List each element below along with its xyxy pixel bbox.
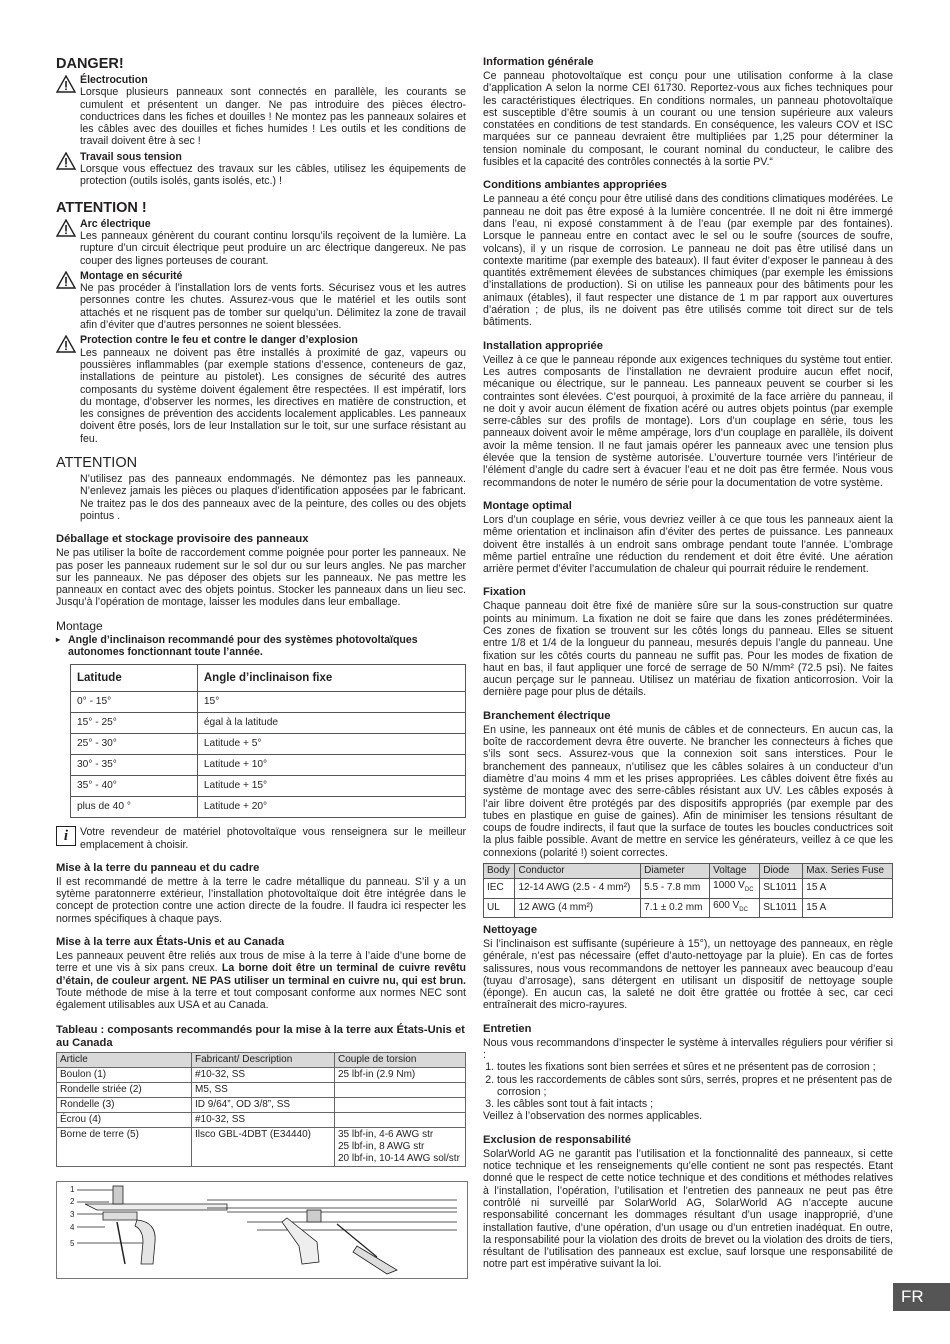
optimal-mounting-text: Lors d’un couplage en série, vous devriez veiller à ce que tous les panneaux aient la même orientation et inclinaison afin d’éviter des pertes de puissance. Les panneaux doivent être installés à un endroit sans ombrage pendant toute l’année. L’ombrage même partiel entraîne une réduction du rendement et doit être évité. Une aération arrière permet d’éviter l’accumulation de chaleur qui pourrait réduire le rendement. [483, 513, 893, 576]
table-cell: Rondelle striée (2) [57, 1082, 192, 1097]
table-row [484, 898, 893, 917]
table-cell: #10-32, SS [192, 1067, 335, 1082]
table-cell: 7.1 ± 0.2 mm [641, 898, 710, 917]
components-table [56, 1052, 466, 1167]
grounding-usa-heading: Mise à la terre aux États-Unis et au Canada [56, 936, 285, 949]
table-header: Voltage [710, 864, 760, 879]
cable-spec-table [483, 863, 893, 918]
info-note [56, 826, 466, 851]
warning-safe-mounting [56, 270, 466, 331]
maintenance-heading: Entretien [483, 1022, 532, 1035]
table-header: Couple de torsion [335, 1052, 466, 1067]
unpacking-text: Ne pas utiliser la boîte de raccordement comme poignée pour porter les panneaux. Ne pas poser les panneaux rudement sur le sol dur ou sur leurs angles. Ne pas marcher sur les panneaux. Ne pas déposer des objets sur les panneaux. Ne pas mettre les panneaux en contact avec des objets pointus. Stocker les panneaux dans un lieu sec. Jusqu’à l’opération de montage, laisser les modules dans leur emballage. [56, 547, 466, 609]
figure-label: 2 [70, 1196, 75, 1206]
table-header: Diameter [641, 864, 710, 879]
list-item: 1. toutes les fixations sont bien serrées et sûres et ne présentent pas de corrosion ; [497, 1061, 893, 1073]
table-header: Max. Series Fuse [803, 864, 893, 879]
danger-heading: DANGER! [56, 56, 124, 72]
grounding-heading: Mise à la terre du panneau et du cadre [56, 861, 260, 874]
table-row [71, 755, 466, 776]
warning-live-work [56, 151, 466, 188]
table-header: Article [57, 1052, 192, 1067]
tilt-angle-table [70, 664, 466, 818]
warning-title: Travail sous tension [80, 150, 182, 163]
table-header: Body [484, 864, 515, 879]
table-header: Diode [760, 864, 803, 879]
mounting-heading: Montage [56, 618, 103, 633]
table-cell: 5.5 - 7.8 mm [641, 879, 710, 898]
warning-triangle-icon [56, 75, 76, 93]
table-cell: Rondelle (3) [57, 1097, 192, 1112]
table-cell: Latitude + 20° [197, 797, 465, 818]
table-row [71, 797, 466, 818]
unpacking-heading: Déballage et stockage provisoire des panneaux [56, 533, 309, 546]
right-column [483, 56, 893, 1271]
table-row [57, 1112, 466, 1127]
warning-triangle-icon [56, 152, 76, 170]
table-cell: 30° - 35° [71, 755, 198, 776]
fixation-heading: Fixation [483, 586, 526, 599]
table-cell: 12-14 AWG (2.5 - 4 mm²) [515, 879, 641, 898]
list-item: 3. les câbles sont tout à fait intacts ; [497, 1098, 893, 1110]
table-row [71, 692, 466, 713]
installation-text: Veillez à ce que le panneau réponde aux exigences techniques du système tout entier. Les autres composants de l’installation ne devraient produire aucun effet nocif, mécanique ou électrique, sur le panneau. Les panneaux peuvent se courber si les contraintes sont élevées. C’est pourquoi, à proximité de la face arrière du panneau, il ne doit y avoir aucun élément de fixation acéré ou autres objets pointus (par exemple serre-câbles sur des profils de montage). Lors d’un couplage en série, tous les panneaux doivent avoir le même ampérage, lors d’un couplage en parallèle, ils doivent avoir la même tension. Il ne faut jamais opérer les panneaux avec une tension plus élevée que la tension de système autorisée. L’ouverture tournée vers l’intérieur de l’élément d’angle du cadre sert à évacuer l’eau et ne doit pas être fermée. Nous vous recommandons de noter le numéro de série pour la documentation de votre système. [483, 353, 893, 489]
table-cell: Écrou (4) [57, 1112, 192, 1127]
tilt-recommendation: ▸ Angle d’inclinaison recommandé pour des systèmes photovoltaïques autonomes fonctionnant toute l’année. [56, 634, 466, 659]
fixation-text: Chaque panneau doit être fixé de manière sûre sur la sous-construction sur quatre points au minimum. La fixation ne doit se faire que dans les zones prédéterminées. Ces zones de fixation se trouvent sur les côtés longs du panneau. Elles se situent entre 1/8 et 1/4 de la longueur du panneau, mesurés depuis l’angle du panneau. Une fixation sur les côtés courts du panneau ne suffit pas. Pour les modes de fixation de haut en bas, il faut appliquer une forcé de serrage de 50 N/mm² (72.5 psi). Ne faites aucun perçage sur le panneau. Utilisez un matériau de fixation anticorrosion. Voir la dernière page pour plus de détails. [483, 600, 893, 699]
table-cell: Ilsco GBL-4DBT (E34440) [192, 1127, 335, 1166]
grounding-text: Il est recommandé de mettre à la terre le cadre métallique du panneau. S’il y a un sytème paratonnerre extérieur, l’installation photovoltaïque doit être intégrée dans le concept de protection contre une action directe de la foudre. Il faudra ici respecter les normes spécifiques à chaque pays. [56, 875, 466, 925]
grounding-usa-text [56, 950, 466, 1011]
grounding-usa-text-bold: La borne doit être un terminal de cuivre revêtu d’étain, de couleur argent. NE PAS utiliser un terminal en cuivre nu, qui est brun. [56, 962, 466, 987]
ambient-conditions-text: Le panneau a été conçu pour être utilisé dans des conditions climatiques modérées. Le panneau ne doit pas être exposé à la lumière concentrée. Il ne doit ni être immergé dans l’eau, ni exposé constamment à de l’eau (par exemple par des fontaines). Lorsque le panneau entre en contact avec le sel ou le soufre (sources de soufre, volcans), il y un risque de corrosion. Le panneau ne doit pas être utilisé dans un contexte maritime (par exemple des bateaux). Il faut éviter d’exposer le panneau à des quantités extrêmement élevées de substances chimiques (par exemple les émissions d’installations de production). Si on utilise les panneaux pour des bâtiments pour les animaux (étables), il faut respecter une distance de 1 m par rapport aux ouvertures d’aération ; de plus, ils ne doivent pas être utilisés comme toit direct sur de tels bâtiments. [483, 193, 893, 329]
installation-heading: Installation appropriée [483, 339, 603, 352]
voltage-value: 1000 V [713, 880, 745, 892]
table-cell: UL [484, 898, 515, 917]
voltage-subscript: DC [744, 887, 754, 894]
table-row [71, 713, 466, 734]
table-cell: Borne de terre (5) [57, 1127, 192, 1166]
table-cell [335, 1082, 466, 1097]
attention-text: N’utilisez pas des panneaux endommagés. Ne démontez pas les panneaux. N’enlevez jamais les pièces ou plaques d’identification apposées par le fabricant. Ne traitez pas le dos des panneaux avec de la peinture, des colles ou des objets pointus . [80, 473, 466, 522]
table-header: Latitude [71, 665, 198, 692]
list-item: 2. tous les raccordements de câbles sont sûrs, serrés, propres et ne présentent pas de corrosion ; [497, 1074, 893, 1099]
table-row [57, 1067, 466, 1082]
table-cell: Boulon (1) [57, 1067, 192, 1082]
table-row [71, 776, 466, 797]
ambient-conditions-heading: Conditions ambiantes appropriées [483, 179, 668, 192]
table-cell: plus de 40 ° [71, 797, 198, 818]
table-header-row [484, 864, 893, 879]
warning-text: Lorsque vous effectuez des travaux sur les câbles, utilisez les équipements de protection (outils isolés, gants isolés, etc.) ! [80, 163, 466, 188]
table-cell [710, 879, 760, 898]
general-info-heading: Information générale [483, 56, 594, 68]
figure-label: 4 [70, 1222, 75, 1232]
warning-triangle-icon [56, 335, 76, 353]
grounding-diagram [57, 1182, 467, 1278]
grounding-usa-text-c: Toute méthode de mise à la terre et tout composant conforme aux normes NEC sont également utilisables aux USA et au Canada. [56, 986, 466, 1012]
table-cell: 25 lbf-in (2.9 Nm) [335, 1067, 466, 1082]
table-cell: 35° - 40° [71, 776, 198, 797]
info-text: Votre revendeur de matériel photovoltaïque vous renseignera sur le meilleur emplacement à choisir. [80, 826, 466, 851]
table-cell: SL1011 [760, 879, 803, 898]
warning-text: Les panneaux ne doivent pas être installés à proximité de gaz, vapeurs ou poussières inflammables (par exemple stations d’essence, conteneurs de gaz, installations de peinture au pistolet). Les consignes de sécurité des autres composants du système doivent également être respectées. Il est impératif, lors du montage, d’observer les normes, les directives en matière de construction, et les consignes de prévention des accidents localement applicables. Les panneaux doivent être posés, lors de leur Installation sur le toit, sur une surface résistant au feu. [80, 346, 466, 445]
attention-plain-heading: ATTENTION [56, 455, 138, 472]
table-cell [335, 1112, 466, 1127]
table-cell: M5, SS [192, 1082, 335, 1097]
table-cell: 15 A [803, 898, 893, 917]
warning-triangle-icon [56, 271, 76, 289]
figure-label: 5 [70, 1238, 75, 1248]
warning-title: Montage en sécurité [80, 269, 183, 282]
grounding-figure [56, 1181, 468, 1279]
maintenance-outro: Veillez à l’observation des normes applicables. [483, 1110, 703, 1123]
warning-arc [56, 218, 466, 267]
table-cell: #10-32, SS [192, 1112, 335, 1127]
disclaimer-text: SolarWorld AG ne garantit pas l’utilisation et la fonctionnalité des panneaux, si cette notice technique et les renseignements qu’elle contient ne sont pas respectés. Etant donné que le respect de cette notice technique et des conditions et méthodes relatives à l’installation, l’opération, l’utilisation et l’entretien des panneaux ne peut pas être contrôlé ni surveillé par SolarWorld AG, SolarWorld AG n’accepte aucune responsabilité concernant les dommages résultant d’un usage inapproprié, d’une installation fautive, d’une opération, d’un usage ou d’un entretien inadéquat. En outre, la responsabilité pour la violation des droits de brevet ou la violation des droits de tiers, résultant de l’utilisation des panneaux est exclue, sauf lorsque une responsabilité de notre part est impérative suivant la loi. [483, 1147, 893, 1271]
table-cell: ID 9/64”, OD 3/8”, SS [192, 1097, 335, 1112]
warning-title: Protection contre le feu et contre le danger d’explosion [80, 334, 358, 347]
cleaning-heading: Nettoyage [483, 923, 538, 936]
maintenance-list [483, 1061, 893, 1110]
table-row [57, 1082, 466, 1097]
info-icon: i [56, 826, 76, 846]
voltage-subscript: DC [739, 906, 748, 913]
optimal-mounting-heading: Montage optimal [483, 499, 572, 512]
table-cell: 35 lbf-in, 4-6 AWG str 25 lbf-in, 8 AWG str 20 lbf-in, 10-14 AWG sol/str [335, 1127, 466, 1166]
grounding-usa-text-a: Les panneaux peuvent être reliés aux trous de mise à la terre à l’aide d’une borne de terre et une vis à six pans creux. [56, 950, 466, 975]
table-cell [335, 1097, 466, 1112]
table-cell: 0° - 15° [71, 692, 198, 713]
warning-title: Électrocution [80, 74, 148, 86]
electrical-connection-heading: Branchement électrique [483, 709, 611, 722]
components-heading: Tableau : composants recommandés pour la mise à la terre aux États-Unis et au Canada [56, 1023, 465, 1049]
table-cell: 15° - 25° [71, 713, 198, 734]
table-cell: 15° [197, 692, 465, 713]
table-cell: 25° - 30° [71, 734, 198, 755]
table-cell: IEC [484, 879, 515, 898]
voltage-value: 600 V [713, 899, 740, 911]
table-cell: égal à la latitude [197, 713, 465, 734]
table-header-row [57, 1052, 466, 1067]
table-cell: 15 A [803, 879, 893, 898]
electrical-connection-text: En usine, les panneaux ont été munis de câbles et de connecteurs. En aucun cas, la boîte de raccordement devra être ouverte. Ne brancher les connecteurs à fiches que s’ils sont secs. Assurez-vous que la connexion soit sans interstices. Pour le branchement des panneaux, n’utilisez que les câbles solaires à un conducteur d’un diamètre d’au moins 4 mm et les prises appropriées. Les câbles doivent être fixés au système de montage avec des serre-câbles résistant aux UV. Les câbles exposés à l’air libre doivent être protégés par des dispositifs appropriés (par exemple par des tubes en plastique en guise de gaines). Afin de minimiser les tensions résultant de coups de foudre indirects, il faut que la surface de toutes les boucles conductrices soit la plus faible possible. Avant de mettre en service les générateurs, veillez à ce que les connexions (polarité !) soient correctes. [483, 723, 893, 859]
general-info-text: Ce panneau photovoltaïque est conçu pour une utilisation conforme à la clase d’application A selon la norme CEI 61730. Reportez-vous aux fiches techniques pour les caractéristiques électriques. En conditions normales, un panneau photovoltaïque est susceptible d’être soumis à un courant ou une tension supérieure aux valeurs constatées en conditions de test standards. En conséquence, les valeurs COV et ISC marquées sur ce panneau devraient être multipliées par 1,25 pour déterminer la tension nominale du composant, le courant nominal du conducteur, le calibre des fusibles et la capacité des contrôles connectés à la sortie PV.“ [483, 70, 893, 169]
cleaning-text: Si l’inclinaison est suffisante (supérieure à 15°), un nettoyage des panneaux, en règle générale, n’est pas nécessaire (effet d’auto-nettoyage par la pluie). En cas de fortes salissures, nous vous recommandons de nettoyer les panneaux avec beaucoup d’eau (tuyau d’arrosage), sans détergent en utilisant un dispositif de nettoyage souple (éponge). En aucun cas, la saleté ne doit être grattée ou frottée à sec, car ceci entraînerait des micro-rayures. [483, 937, 893, 1012]
table-cell: 12 AWG (4 mm²) [515, 898, 641, 917]
disclaimer-heading: Exclusion de responsabilité [483, 1133, 631, 1146]
figure-label: 1 [70, 1184, 75, 1194]
left-column [56, 56, 466, 1279]
table-cell: Latitude + 10° [197, 755, 465, 776]
warning-fire [56, 334, 466, 445]
warning-text: Lorsque plusieurs panneaux sont connectés en parallèle, les courants se cumulent et présentent un danger. Ne pas introduire des pièces électro-conductrices dans les fiches et douilles ! Ne montez pas les panneaux solaires et les câbles avec des douilles et fiches humides ! Les outils et les conditions de travail doivent être à sec ! [80, 86, 466, 148]
warning-title: Arc électrique [80, 217, 151, 230]
maintenance-intro: Nous vous recommandons d’inspecter le système à intervalles réguliers pour vérifier si : [483, 1036, 893, 1061]
language-tab: FR [893, 1283, 950, 1311]
warning-electrocution [56, 74, 466, 148]
table-header: Fabricant/ Description [192, 1052, 335, 1067]
table-cell: Latitude + 15° [197, 776, 465, 797]
table-row [57, 1097, 466, 1112]
table-cell: Latitude + 5° [197, 734, 465, 755]
table-row [71, 734, 466, 755]
table-header: Conductor [515, 864, 641, 879]
attention-heading: ATTENTION ! [56, 199, 147, 216]
warning-triangle-icon [56, 219, 76, 237]
warning-text: Les panneaux génèrent du courant continu lorsqu’ils reçoivent de la lumière. La rupture d’un circuit électrique peut produire un arc électrique dangereux. Ne pas couper des lignes porteuses de courant. [80, 229, 466, 267]
warning-text: Ne pas procéder à l’installation lors de vents forts. Sécurisez vous et les autres personnes contre les chutes. Assurez-vous que le matériel et les outils sont attachés et ne risquent pas de tomber sur quelqu’un. Délimitez la zone de travail afin d’éviter que d’autres personnes ne soient blessées. [80, 282, 466, 332]
table-row [484, 879, 893, 898]
figure-label: 3 [70, 1209, 75, 1219]
table-cell: SL1011 [760, 898, 803, 917]
table-row [57, 1127, 466, 1166]
table-cell [710, 898, 760, 917]
table-header: Angle d’inclinaison fixe [197, 665, 465, 692]
table-header-row [71, 665, 466, 692]
